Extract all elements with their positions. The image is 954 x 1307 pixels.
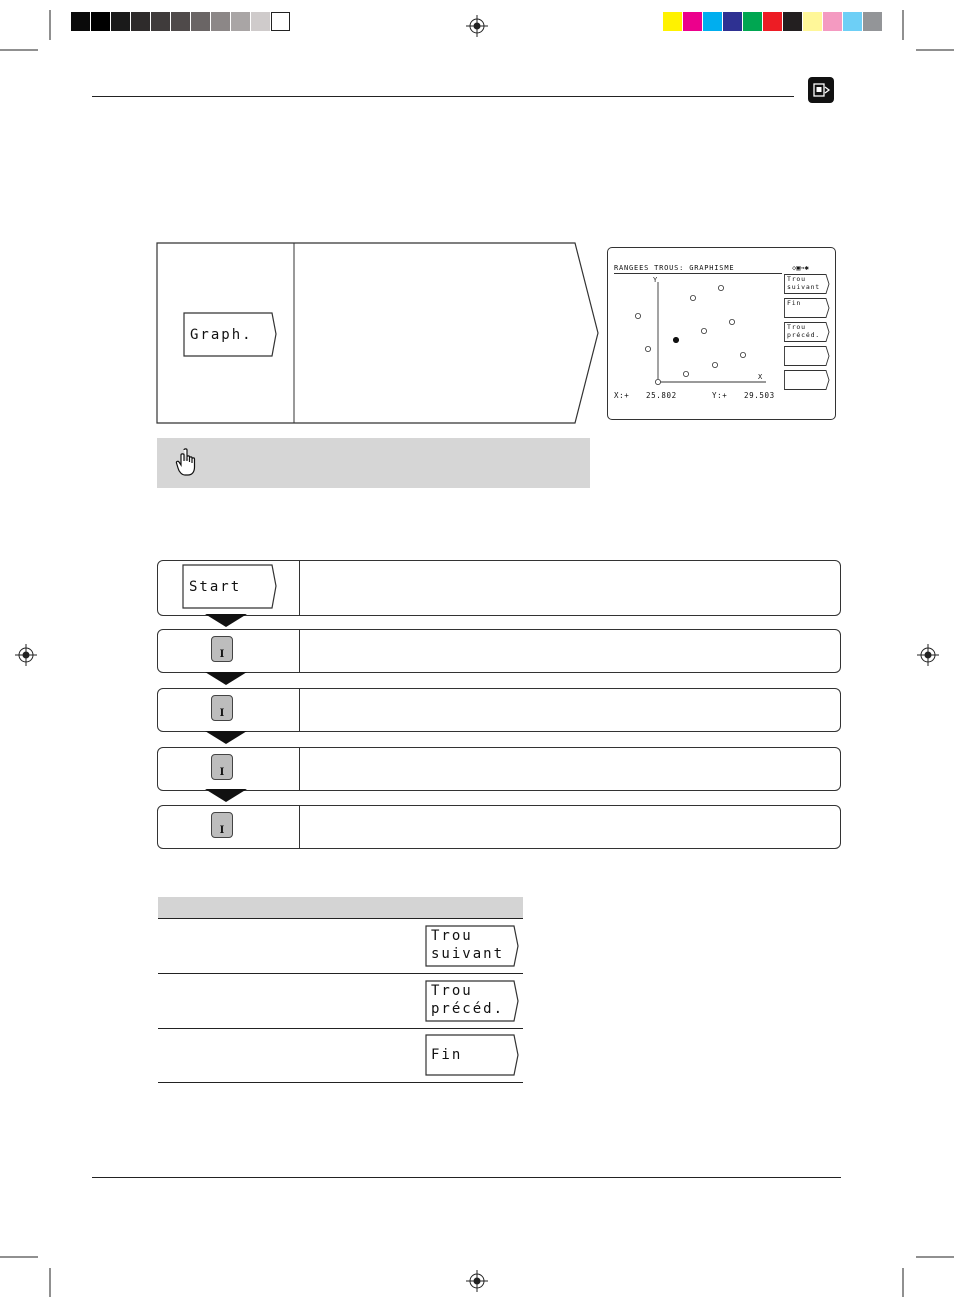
table-row-divider [158, 973, 523, 974]
hole-marker [729, 319, 734, 324]
screen-softkey[interactable] [784, 274, 830, 294]
y-readout-value: 29.503 [744, 391, 775, 400]
enter-key-glyph: I [219, 649, 225, 660]
table-row-divider [158, 1028, 523, 1029]
x-readout-value: 25.802 [646, 391, 677, 400]
note-bar [157, 438, 590, 488]
table-header [158, 897, 523, 919]
table-softkey-line1: Trou [431, 983, 473, 999]
graph-softkey-label: Graph. [190, 327, 253, 343]
y-readout-label: Y:+ [712, 391, 728, 400]
hole-marker [718, 285, 723, 290]
hole-pattern-plot [610, 276, 782, 391]
hole-marker [740, 352, 745, 357]
hole-marker [645, 346, 650, 351]
start-softkey[interactable] [182, 564, 278, 609]
step-box [157, 688, 841, 732]
step-box [157, 805, 841, 849]
screen-softkey-line1: Trou [787, 323, 806, 331]
screen-status-icons: ◇▣⇒✱ [792, 264, 809, 272]
start-softkey-label: Start [189, 579, 242, 595]
footer-rule [92, 1177, 841, 1178]
step-box [157, 747, 841, 791]
down-arrow-icon [205, 614, 247, 633]
screen-title: RANGEES TROUS: GRAPHISME [614, 264, 735, 272]
down-arrow-icon [205, 672, 247, 691]
table-softkey[interactable] [425, 1034, 520, 1076]
step-box [157, 629, 841, 673]
table-softkey-line2: suivant [431, 946, 505, 962]
screen-softkey[interactable] [784, 346, 830, 366]
screen-softkey[interactable] [784, 370, 830, 390]
screen-softkey-line1: Trou [787, 275, 806, 283]
screen-softkey[interactable] [784, 298, 830, 318]
table-softkey[interactable] [425, 925, 520, 967]
hole-marker [690, 295, 695, 300]
hole-marker [635, 313, 640, 318]
graph-softkey[interactable] [183, 312, 278, 357]
hole-marker [683, 371, 688, 376]
enter-key[interactable] [211, 754, 233, 780]
table-row-divider [158, 1082, 523, 1083]
registration-target-icon [466, 15, 488, 37]
screen-softkey-line2: précéd. [787, 331, 820, 339]
table-softkey-line1: Trou [431, 928, 473, 944]
enter-key[interactable] [211, 812, 233, 838]
enter-key-glyph: I [219, 708, 225, 719]
screen-title-rule [614, 273, 782, 274]
table-softkey-line1: Fin [431, 1047, 463, 1063]
pointing-hand-icon [175, 448, 199, 478]
hole-marker [712, 362, 717, 367]
header-rule [92, 96, 794, 97]
registration-target-icon [15, 644, 37, 666]
registration-target-icon [917, 644, 939, 666]
screen-softkey-line2: suivant [787, 283, 820, 291]
hole-marker [701, 328, 706, 333]
enter-key-glyph: I [219, 825, 225, 836]
current-hole-marker [673, 337, 679, 343]
document-arrow-icon [808, 77, 834, 103]
screen-axis-y: Y [653, 276, 658, 284]
enter-key[interactable] [211, 695, 233, 721]
x-readout-label: X:+ [614, 391, 630, 400]
down-arrow-icon [205, 789, 247, 808]
screen-axis-x: X [758, 373, 763, 381]
enter-key[interactable] [211, 636, 233, 662]
screen-softkey[interactable] [784, 322, 830, 342]
screen-softkey-line1: Fin [787, 299, 802, 307]
table-softkey-line2: précéd. [431, 1001, 505, 1017]
hole-marker [655, 379, 660, 384]
registration-target-icon [466, 1270, 488, 1292]
enter-key-glyph: I [219, 767, 225, 778]
down-arrow-icon [205, 731, 247, 750]
table-softkey[interactable] [425, 980, 520, 1022]
